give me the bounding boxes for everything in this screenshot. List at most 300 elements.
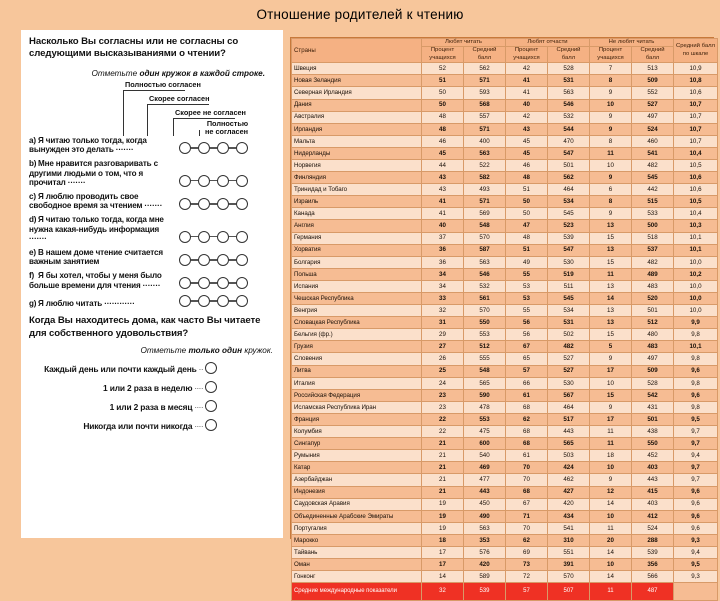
cell-country: Российская Федерация	[292, 389, 422, 401]
cell-p3: 13	[590, 244, 632, 256]
cell-s1: 587	[464, 244, 506, 256]
question-item-letter: b)	[29, 159, 37, 168]
cell-country: Объединенные Арабские Эмираты	[292, 510, 422, 522]
cell-p1: 50	[422, 87, 464, 99]
radio-option-1[interactable]	[179, 231, 191, 243]
question-item-text: g) Я люблю читать ············	[29, 298, 135, 308]
table-row	[292, 329, 718, 341]
cell-country: Новая Зеландия	[292, 75, 422, 87]
cell-s3: 501	[632, 413, 674, 425]
cell-p2: 43	[506, 123, 548, 135]
radio-option-1[interactable]	[179, 142, 191, 154]
cell-p2: 56	[506, 329, 548, 341]
cell-s3: 542	[632, 389, 674, 401]
cell-s1: 477	[464, 474, 506, 486]
cell-p2: 68	[506, 486, 548, 498]
connector: ····	[194, 421, 203, 431]
cell-s1: 475	[464, 426, 506, 438]
cell-s2: 511	[548, 280, 590, 292]
cell-p3: 9	[590, 208, 632, 220]
cell-p2: 46	[506, 159, 548, 171]
cell-p2: 57	[506, 583, 548, 601]
list-item[interactable]	[29, 381, 275, 393]
cell-s1: 570	[464, 305, 506, 317]
cell-s1: 420	[464, 559, 506, 571]
cell-scale: 9,8	[674, 377, 718, 389]
cell-country: Швеция	[292, 63, 422, 75]
question-item-label: Я люблю проводить свое свободное время за чтением	[29, 191, 143, 211]
radio-option-2[interactable]	[198, 198, 210, 210]
cell-p1: 34	[422, 280, 464, 292]
cell-country: Франция	[292, 413, 422, 425]
cell-p1: 36	[422, 244, 464, 256]
cell-p1: 19	[422, 510, 464, 522]
radio-option-2[interactable]	[198, 295, 210, 307]
connector	[210, 147, 217, 148]
frequency-option-label: Никогда или почти никогда	[83, 420, 193, 431]
question-item-text: d) Я читаю только тогда, когда мне нужна какая-нибудь информация ·······	[29, 214, 164, 244]
cell-s2: 310	[548, 534, 590, 546]
table-row	[292, 450, 718, 462]
cell-s2: 503	[548, 450, 590, 462]
connector	[229, 203, 236, 204]
frequency-radio-daily[interactable]	[205, 362, 217, 374]
cell-s1: 400	[464, 135, 506, 147]
cell-s1: 571	[464, 196, 506, 208]
cell-s3: 442	[632, 184, 674, 196]
cell-scale: 10,9	[674, 63, 718, 75]
cell-s3: 527	[632, 99, 674, 111]
list-item[interactable]	[29, 294, 275, 308]
list-item[interactable]	[29, 419, 275, 431]
cell-s2: 570	[548, 571, 590, 583]
cell-s1: 562	[464, 63, 506, 75]
radio-option-1[interactable]	[179, 254, 191, 266]
cell-p1: 48	[422, 123, 464, 135]
cell-country: Колумбия	[292, 426, 422, 438]
question-2-instruction	[29, 346, 275, 355]
cell-scale: 9,3	[674, 571, 718, 583]
cell-scale	[674, 583, 718, 601]
cell-s2: 544	[548, 123, 590, 135]
cell-p1: 36	[422, 256, 464, 268]
radio-option-3[interactable]	[217, 231, 229, 243]
connector	[229, 282, 236, 283]
table-header	[292, 39, 718, 63]
cell-scale: 9,4	[674, 450, 718, 462]
cell-p3: 14	[590, 498, 632, 510]
cell-s3: 403	[632, 498, 674, 510]
cell-scale: 10,1	[674, 232, 718, 244]
cell-p1: 18	[422, 534, 464, 546]
cell-scale: 9,8	[674, 401, 718, 413]
cell-scale: 9,9	[674, 317, 718, 329]
cell-s3: 482	[632, 159, 674, 171]
cell-s2: 528	[548, 63, 590, 75]
radio-option-4[interactable]	[236, 295, 248, 307]
cell-scale: 10,7	[674, 135, 718, 147]
cell-p2: 48	[506, 232, 548, 244]
cell-s2: 424	[548, 462, 590, 474]
cell-scale: 10,4	[674, 147, 718, 159]
radio-option-3[interactable]	[217, 198, 229, 210]
cell-p2: 47	[506, 220, 548, 232]
cell-s3: 566	[632, 571, 674, 583]
cell-country: Исламская Республика Иран	[292, 401, 422, 413]
cell-s1: 561	[464, 293, 506, 305]
column-header-average-scale-score: Средний балл по шкале	[674, 39, 718, 63]
cell-s3: 483	[632, 341, 674, 353]
cell-p2: 45	[506, 147, 548, 159]
cell-s2: 545	[548, 208, 590, 220]
list-item[interactable]	[29, 159, 275, 188]
connector: ····	[194, 383, 203, 393]
cell-country: Норвегия	[292, 159, 422, 171]
cell-p2: 50	[506, 208, 548, 220]
response-options[interactable]	[179, 175, 275, 188]
cell-s2: 562	[548, 172, 590, 184]
cell-country: Мальта	[292, 135, 422, 147]
cell-p3: 8	[590, 75, 632, 87]
cell-p1: 41	[422, 208, 464, 220]
table-row	[292, 208, 718, 220]
response-options[interactable]	[179, 198, 275, 211]
cell-p2: 65	[506, 353, 548, 365]
cell-p2: 70	[506, 474, 548, 486]
cell-p3: 10	[590, 559, 632, 571]
table-row	[292, 510, 718, 522]
cell-p2: 53	[506, 293, 548, 305]
cell-s2: 539	[548, 232, 590, 244]
cell-country: Саудовская Аравия	[292, 498, 422, 510]
cell-country: Дания	[292, 99, 422, 111]
column-header-percent-1: Процент учащихся	[422, 47, 464, 63]
cell-s3: 480	[632, 329, 674, 341]
column-header-country: Страны	[292, 39, 422, 63]
cell-p2: 72	[506, 571, 548, 583]
frequency-radio-never[interactable]	[205, 419, 217, 431]
radio-option-2[interactable]	[198, 231, 210, 243]
response-options[interactable]	[179, 142, 275, 155]
cell-s1: 443	[464, 486, 506, 498]
cell-s1: 563	[464, 256, 506, 268]
frequency-option-label: Каждый день или почти каждый день	[44, 363, 197, 374]
cell-s1: 548	[464, 220, 506, 232]
cell-p1: 27	[422, 341, 464, 353]
cell-s1: 469	[464, 462, 506, 474]
cell-s2: 563	[548, 87, 590, 99]
cell-p1: 21	[422, 474, 464, 486]
radio-option-4[interactable]	[236, 198, 248, 210]
question-item-text: b) Мне нравится разговаривать с другими людьми о том, что я прочитал ·······	[29, 159, 158, 188]
question-item-text: f) Я бы хотел, чтобы у меня было больше времени для чтения ·······	[29, 270, 162, 290]
list-item[interactable]	[29, 400, 275, 412]
question-item-letter: d)	[29, 214, 37, 224]
connector	[191, 147, 198, 148]
cell-s1: 565	[464, 377, 506, 389]
scale-tick-4	[199, 130, 200, 136]
cell-country: Тринидад и Тобаго	[292, 184, 422, 196]
connector	[191, 236, 198, 237]
radio-option-1[interactable]	[179, 175, 191, 187]
list-item[interactable]	[29, 136, 275, 155]
cell-scale: 10,5	[674, 159, 718, 171]
cell-s1: 546	[464, 268, 506, 280]
cell-p3: 9	[590, 123, 632, 135]
cell-p3: 15	[590, 232, 632, 244]
cell-s2: 427	[548, 486, 590, 498]
radio-option-1[interactable]	[179, 198, 191, 210]
cell-s3: 518	[632, 232, 674, 244]
question-item-letter: c)	[29, 191, 36, 201]
cell-s3: 489	[632, 268, 674, 280]
cell-p2: 71	[506, 510, 548, 522]
questionnaire-panel	[21, 30, 283, 538]
list-item[interactable]	[29, 248, 275, 267]
table-row	[292, 172, 718, 184]
column-header-percent-3: Процент учащихся	[590, 47, 632, 63]
radio-option-1[interactable]	[179, 295, 191, 307]
radio-option-4[interactable]	[236, 277, 248, 289]
cell-p3: 13	[590, 280, 632, 292]
cell-p3: 20	[590, 534, 632, 546]
cell-s2: 532	[548, 111, 590, 123]
column-header-percent-2: Процент учащихся	[506, 47, 548, 63]
cell-s1: 571	[464, 75, 506, 87]
radio-option-4[interactable]	[236, 142, 248, 154]
scale-label-strongly-agree: Полностью согласен	[125, 79, 201, 89]
cell-s1: 569	[464, 208, 506, 220]
list-item[interactable]	[29, 192, 275, 211]
cell-p3: 18	[590, 450, 632, 462]
connector	[229, 300, 236, 301]
cell-p2: 70	[506, 522, 548, 534]
scale-tick-2	[147, 104, 148, 136]
table-row	[292, 474, 718, 486]
cell-p3: 10	[590, 377, 632, 389]
connector	[229, 147, 236, 148]
cell-p3: 17	[590, 365, 632, 377]
cell-p3: 9	[590, 401, 632, 413]
cell-s2: 534	[548, 305, 590, 317]
radio-option-4[interactable]	[236, 254, 248, 266]
cell-p3: 12	[590, 486, 632, 498]
radio-option-4[interactable]	[236, 175, 248, 187]
connector	[229, 259, 236, 260]
cell-p1: 44	[422, 159, 464, 171]
table-row	[292, 389, 718, 401]
table-row	[292, 232, 718, 244]
cell-scale: 10,0	[674, 293, 718, 305]
connector	[210, 259, 217, 260]
question-item-label: В нашем доме чтение считается важным занятием	[29, 247, 163, 267]
page-title: Отношение родителей к чтению	[256, 7, 464, 22]
cell-s3: 438	[632, 426, 674, 438]
cell-s3: 541	[632, 147, 674, 159]
cell-s3: 415	[632, 486, 674, 498]
cell-scale: 10,7	[674, 99, 718, 111]
cell-p1: 48	[422, 111, 464, 123]
connector	[191, 203, 198, 204]
cell-p3: 9	[590, 111, 632, 123]
cell-p1: 23	[422, 389, 464, 401]
scale-label-strongly-disagree-line1: Полностью	[206, 118, 249, 128]
scale-tick-1	[123, 90, 124, 136]
cell-scale: 10,3	[674, 220, 718, 232]
cell-scale: 9,6	[674, 510, 718, 522]
list-item[interactable]	[29, 215, 275, 244]
table-row	[292, 353, 718, 365]
question-2-heading: Когда Вы находитесь дома, как часто Вы читаете для собственного удовольствия?	[29, 315, 261, 339]
scale-label-agree: Скорее согласен	[149, 93, 210, 103]
cell-p1: 52	[422, 63, 464, 75]
cell-scale: 9,7	[674, 462, 718, 474]
cell-p3: 17	[590, 413, 632, 425]
cell-p1: 45	[422, 147, 464, 159]
cell-p2: 40	[506, 99, 548, 111]
cell-p1: 46	[422, 135, 464, 147]
radio-option-3[interactable]	[217, 277, 229, 289]
cell-country: Англия	[292, 220, 422, 232]
table-row	[292, 401, 718, 413]
question-item-text: c) Я люблю проводить свое свободное время за чтением ·······	[29, 191, 163, 211]
cell-scale: 10,6	[674, 172, 718, 184]
table-row	[292, 184, 718, 196]
radio-option-3[interactable]	[217, 142, 229, 154]
cell-p1: 21	[422, 486, 464, 498]
response-options[interactable]	[179, 277, 275, 290]
radio-option-4[interactable]	[236, 231, 248, 243]
cell-scale: 10,7	[674, 111, 718, 123]
cell-p2: 67	[506, 498, 548, 510]
table-row	[292, 99, 718, 111]
response-options[interactable]	[179, 231, 275, 244]
cell-p3: 8	[590, 196, 632, 208]
cell-country: Северная Ирландия	[292, 87, 422, 99]
question-item-letter: a)	[29, 135, 36, 145]
cell-s2: 567	[548, 389, 590, 401]
cell-s2: 501	[548, 159, 590, 171]
cell-s1: 490	[464, 510, 506, 522]
radio-option-2[interactable]	[198, 175, 210, 187]
radio-option-2[interactable]	[198, 277, 210, 289]
cell-scale: 9,8	[674, 329, 718, 341]
cell-s2: 434	[548, 510, 590, 522]
cell-s2: 443	[548, 426, 590, 438]
cell-p1: 37	[422, 232, 464, 244]
cell-s1: 557	[464, 111, 506, 123]
cell-p2: 62	[506, 534, 548, 546]
cell-scale: 10,6	[674, 87, 718, 99]
cell-p2: 41	[506, 75, 548, 87]
cell-country: Италия	[292, 377, 422, 389]
cell-s2: 519	[548, 268, 590, 280]
cell-p2: 48	[506, 172, 548, 184]
cell-s2: 545	[548, 293, 590, 305]
radio-option-3[interactable]	[217, 175, 229, 187]
cell-s3: 356	[632, 559, 674, 571]
cell-p1: 24	[422, 377, 464, 389]
cell-p2: 68	[506, 438, 548, 450]
scale-rule-2	[147, 104, 209, 105]
frequency-radio-monthly[interactable]	[205, 400, 217, 412]
cell-p1: 17	[422, 546, 464, 558]
cell-country: Болгария	[292, 256, 422, 268]
table-row	[292, 268, 718, 280]
cell-s3: 524	[632, 123, 674, 135]
cell-country: Румыния	[292, 450, 422, 462]
radio-option-2[interactable]	[198, 254, 210, 266]
list-item[interactable]	[29, 271, 275, 290]
table-row	[292, 438, 718, 450]
response-options[interactable]	[179, 295, 275, 308]
cell-scale: 10,0	[674, 256, 718, 268]
cell-p1: 40	[422, 220, 464, 232]
connector	[191, 259, 198, 260]
connector: ····	[194, 402, 203, 412]
cell-p1: 34	[422, 268, 464, 280]
cell-p2: 61	[506, 450, 548, 462]
cell-country: Чешская Республика	[292, 293, 422, 305]
radio-option-3[interactable]	[217, 254, 229, 266]
cell-p2: 45	[506, 135, 548, 147]
column-header-group-somewhat-like: Любят отчасти	[506, 39, 590, 47]
cell-country: Литва	[292, 365, 422, 377]
instruction2-plain-text: Отметьте	[140, 345, 189, 355]
question-item-label: Я бы хотел, чтобы у меня было больше времени для чтения	[29, 270, 162, 290]
radio-option-1[interactable]	[179, 277, 191, 289]
cell-p1: 22	[422, 413, 464, 425]
cell-s2: 462	[548, 474, 590, 486]
radio-option-3[interactable]	[217, 295, 229, 307]
cell-s1: 553	[464, 329, 506, 341]
response-options[interactable]	[179, 254, 275, 267]
list-item[interactable]	[29, 362, 275, 374]
question-item-label: Я читаю только тогда, когда мне нужна какая-нибудь информация	[29, 214, 164, 234]
cell-s3: 512	[632, 317, 674, 329]
frequency-radio-weekly[interactable]	[205, 381, 217, 393]
cell-p2: 55	[506, 305, 548, 317]
cell-p3: 14	[590, 546, 632, 558]
table-row	[292, 244, 718, 256]
table-row	[292, 546, 718, 558]
cell-s3: 552	[632, 87, 674, 99]
cell-p3: 15	[590, 256, 632, 268]
cell-p3: 13	[590, 305, 632, 317]
cell-s1: 539	[464, 583, 506, 601]
cell-s2: 541	[548, 522, 590, 534]
cell-p3: 11	[590, 268, 632, 280]
cell-s2: 464	[548, 184, 590, 196]
table-body	[292, 63, 718, 601]
cell-s3: 520	[632, 293, 674, 305]
cell-p3: 9	[590, 353, 632, 365]
cell-country: Оман	[292, 559, 422, 571]
cell-s2: 547	[548, 244, 590, 256]
connector	[191, 180, 198, 181]
table-row	[292, 220, 718, 232]
cell-p3: 9	[590, 87, 632, 99]
cell-scale: 9,4	[674, 546, 718, 558]
cell-s3: 443	[632, 474, 674, 486]
radio-option-2[interactable]	[198, 142, 210, 154]
cell-s2: 531	[548, 317, 590, 329]
cell-s3: 513	[632, 63, 674, 75]
column-header-group-like-reading: Любят читать	[422, 39, 506, 47]
cell-s1: 555	[464, 353, 506, 365]
cell-country: Бельгия (фр.)	[292, 329, 422, 341]
connector	[210, 180, 217, 181]
